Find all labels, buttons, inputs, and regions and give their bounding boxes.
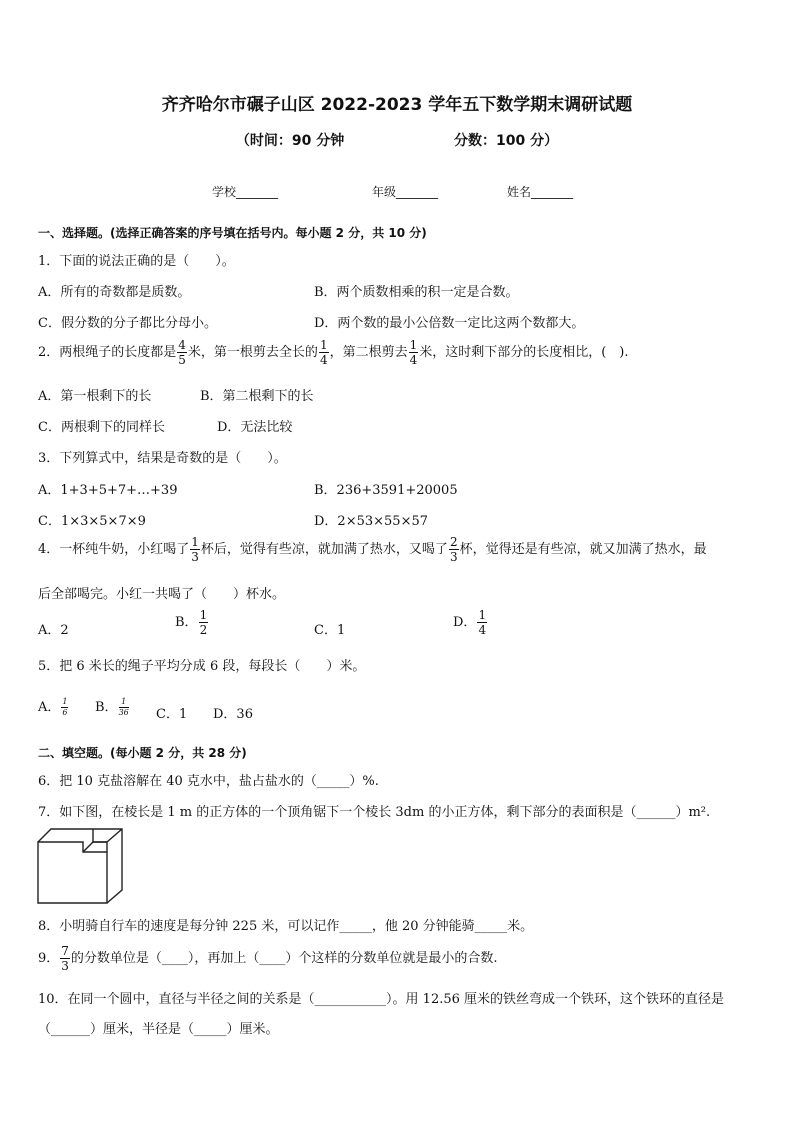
q4-option-a: A．2 <box>38 623 69 638</box>
page-title: 齐齐哈尔市碾子山区 2022-2023 学年五下数学期末调研试题 <box>161 95 633 115</box>
q2-text-1: 2．两根绳子的长度都是 <box>38 345 177 360</box>
q6-stem: 6．把 10 克盐溶解在 40 克水中，盐占盐水的（_____）%. <box>38 774 379 789</box>
q4-f1-den: 3 <box>191 550 199 564</box>
q2-text-4: 米，这时剩下部分的长度相比，( ). <box>419 345 629 360</box>
q2-option-a: A．第一根剩下的长 <box>38 389 152 404</box>
q1-stem: 1．下面的说法正确的是（ ）。 <box>38 254 235 269</box>
exam-subtitle <box>0 130 794 150</box>
school-field: 学校_______ <box>212 185 279 199</box>
q4-f2-num: 2 <box>449 535 458 549</box>
q2-f3-den: 4 <box>409 353 418 367</box>
q10-stem-line2: （______）厘米，半径是（_____）厘米。 <box>38 1022 279 1037</box>
q8-stem: 8．小明骑自行车的速度是每分钟 225 米，可以记作_____，他 20 分钟能骑_____米。 <box>38 919 534 934</box>
q1-option-d: D．两个数的最小公倍数一定比这两个数都大。 <box>314 316 585 331</box>
q2-fraction-3 <box>409 339 419 366</box>
q2-option-b: B．第二根剩下的长 <box>200 389 314 404</box>
q3-stem: 3．下列算式中，结果是奇数的是（ ）。 <box>38 451 287 466</box>
q9-stem <box>38 945 498 972</box>
time-label: （时间：90 分钟 <box>235 133 345 149</box>
q5-option-b-label: B． <box>95 700 118 715</box>
q2-option-d: D．无法比较 <box>217 420 293 435</box>
q4-option-d-fraction <box>477 609 487 636</box>
q2-f2-den: 4 <box>319 353 328 367</box>
q9-den: 3 <box>61 959 69 973</box>
q4-option-b-fraction <box>199 609 209 636</box>
q4-stem <box>38 536 707 563</box>
q4-text-1: 4．一杯纯牛奶，小红喝了 <box>38 542 190 557</box>
q9-fraction <box>60 945 70 972</box>
cube-figure <box>37 828 123 904</box>
q2-text-3: ，第二根剪去 <box>329 345 408 360</box>
q9-text-2: 的分数单位是（____），再加上（____）个这样的分数单位就是最小的合数. <box>70 951 498 966</box>
q5-option-a-fraction <box>61 698 68 717</box>
q5-option-c: C．1 <box>156 707 188 722</box>
q2-fraction-2 <box>319 339 329 366</box>
q7-stem: 7．如下图，在棱长是 1 m 的正方体的一个顶角锯下一个棱长 3dm 的小正方体，剩下部分的表面积是（______）m². <box>38 805 711 820</box>
q5-option-a <box>38 696 69 717</box>
q4-fraction-1 <box>190 536 200 563</box>
q5-b-num: 1 <box>119 698 129 708</box>
q4-option-b <box>175 609 209 636</box>
q3-option-c: C．1×3×5×7×9 <box>38 514 146 529</box>
q2-f1-num: 4 <box>178 338 186 352</box>
q4-option-c: C．1 <box>314 623 346 638</box>
q2-f1-den: 5 <box>178 353 186 367</box>
q2-f2-num: 1 <box>319 338 328 352</box>
q3-option-a: A．1+3+5+7+…+39 <box>38 483 178 498</box>
q2-text-2: 米，第一根剪去全长的 <box>187 345 318 360</box>
score-label: 分数：100 分） <box>454 133 559 149</box>
q1-option-b: B．两个质数相乘的积一定是合数。 <box>314 285 519 300</box>
q2-fraction-1 <box>177 339 187 366</box>
q2-stem <box>38 339 629 366</box>
q5-b-den: 36 <box>118 708 129 717</box>
grade-field: 年级_______ <box>372 185 439 199</box>
q5-option-a-label: A． <box>38 700 61 715</box>
q5-option-d: D．36 <box>213 707 253 722</box>
q3-option-d: D．2×53×55×57 <box>314 514 428 529</box>
name-field: 姓名_______ <box>507 185 574 199</box>
q4-stem-line2: 后全部喝完。小红一共喝了（ ）杯水。 <box>38 587 286 602</box>
q4-d-den: 4 <box>478 623 487 637</box>
q4-text-2: 杯后，觉得有些凉，就加满了热水，又喝了 <box>200 542 448 557</box>
q2-f3-num: 1 <box>409 338 418 352</box>
q4-b-den: 2 <box>199 623 208 637</box>
q4-d-num: 1 <box>478 608 487 622</box>
q4-option-d-label: D． <box>453 615 477 630</box>
q10-stem-line1: 10．在同一个圆中，直径与半径之间的关系是（___________）。用 12.56 厘米的铁丝弯成一个铁环，这个铁环的直径是 <box>38 992 725 1007</box>
q5-a-num: 1 <box>62 697 68 706</box>
section2-heading: 二、填空题。(每小题 2 分，共 28 分) <box>38 746 247 760</box>
q9-text-1: 9． <box>38 951 60 966</box>
q4-option-d <box>453 609 488 636</box>
q4-f1-num: 1 <box>191 535 199 549</box>
q4-f2-den: 3 <box>449 550 458 564</box>
q4-text-3: 杯，觉得还是有些凉，就又加满了热水，最 <box>459 542 707 557</box>
q5-stem: 5．把 6 米长的绳子平均分成 6 段，每段长（ ）米。 <box>38 659 366 674</box>
q5-a-den: 6 <box>62 708 68 717</box>
q5-option-b-fraction <box>119 698 129 717</box>
section1-heading: 一、选择题。(选择正确答案的序号填在括号内。每小题 2 分，共 10 分) <box>38 226 427 240</box>
q4-option-b-label: B． <box>175 615 198 630</box>
q2-option-c: C．两根剩下的同样长 <box>38 420 165 435</box>
q4-b-num: 1 <box>199 608 208 622</box>
q3-option-b: B．236+3591+20005 <box>314 483 458 498</box>
q9-num: 7 <box>61 944 69 958</box>
q1-option-c: C．假分数的分子都比分母小。 <box>38 316 217 331</box>
q4-fraction-2 <box>449 536 459 563</box>
q5-option-b <box>95 696 130 717</box>
q1-option-a: A．所有的奇数都是质数。 <box>38 285 191 300</box>
